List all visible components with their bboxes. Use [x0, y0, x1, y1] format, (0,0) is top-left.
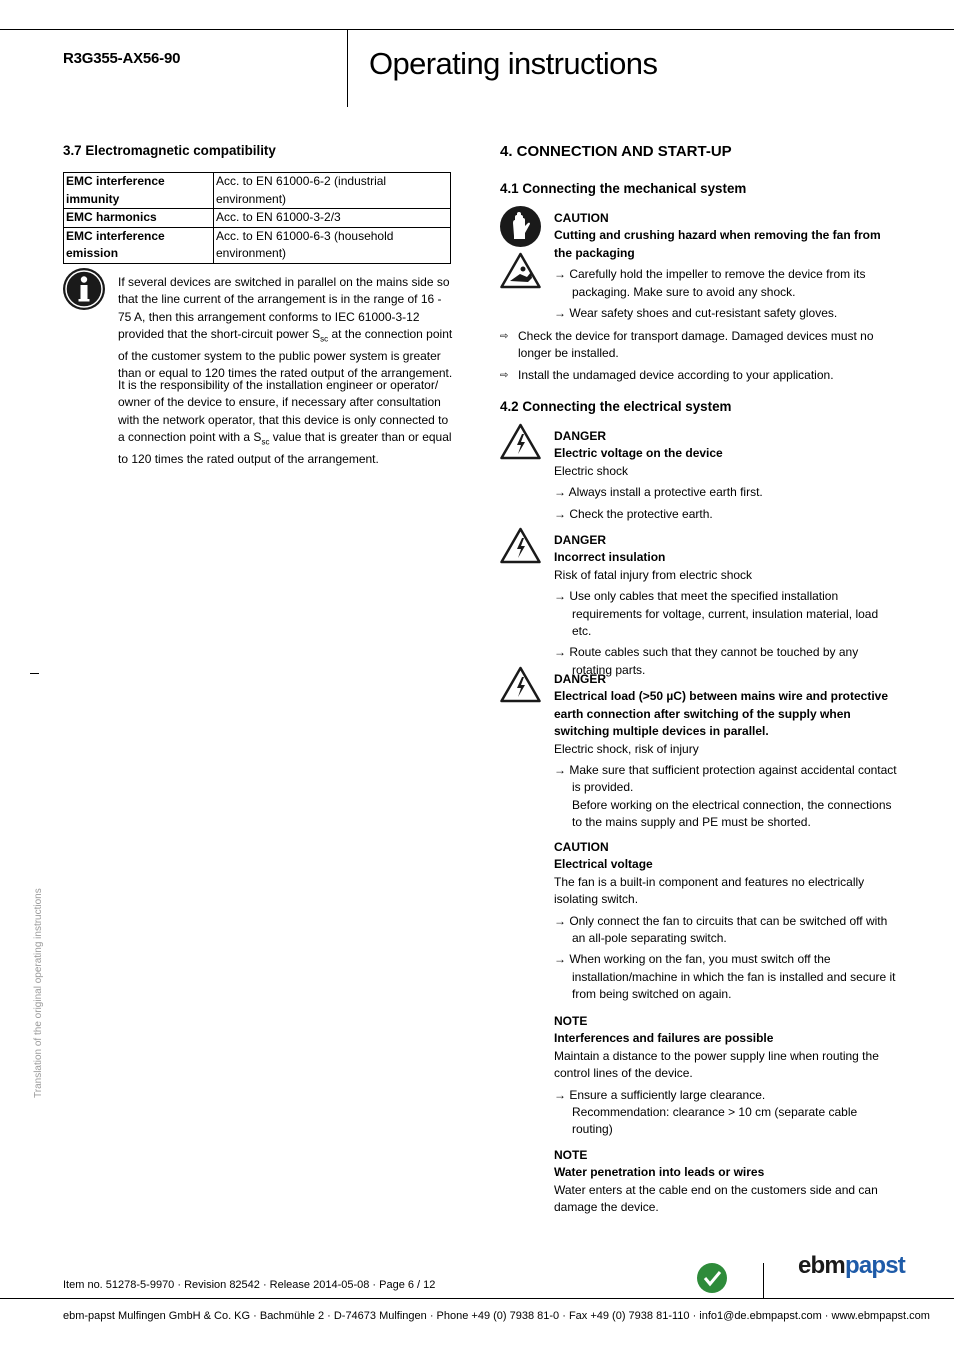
danger-title: Electric voltage on the device — [554, 446, 723, 461]
logo-part: papst — [844, 1252, 905, 1279]
danger-block-2 — [554, 532, 899, 679]
table-value: Acc. to EN 61000-6-3 (household environment) — [214, 227, 451, 263]
list-item — [500, 328, 900, 363]
caution-step: → Carefully hold the impeller to remove the device from its packaging. Make sure to avoid any shock. — [554, 267, 866, 299]
danger-title: Electrical load (>50 µC) between mains wire and protective earth connection after switching of the supply when switching multiple devices in parallel. — [554, 689, 889, 739]
danger-text: Electric shock — [554, 463, 629, 478]
model-number: R3G355-AX56-90 — [63, 50, 181, 67]
footer-rule — [0, 1298, 954, 1299]
danger-title: Incorrect insulation — [554, 550, 666, 565]
danger-label: DANGER — [554, 429, 607, 443]
caution-title: Electrical voltage — [554, 857, 653, 872]
info-subscript: sc — [261, 437, 270, 447]
bullet-marker: ⇨ — [500, 331, 509, 342]
info-text: value that is greater than or equal to 120 times the rated output of the arrangement. — [118, 430, 452, 467]
info-text: If several devices are switched in parallel on the mains side so that the line current of the arrangement is in the range of 16 - 75 A, then this arrangement conforms to IEC 61000-3-12 provided that the short-circuit power S — [118, 275, 450, 342]
footer-divider — [763, 1263, 764, 1299]
margin-mark — [30, 673, 39, 674]
caution-step: → Wear safety shoes and cut-resistant safety gloves. — [554, 306, 838, 321]
note-text: Maintain a distance to the power supply line when routing the control lines of the device. — [554, 1048, 879, 1081]
note-label: NOTE — [554, 1014, 588, 1028]
logo-part: ebm — [798, 1252, 845, 1279]
table-key: EMC harmonics — [64, 209, 214, 228]
info-paragraph-2 — [118, 377, 456, 468]
caution-step: → Only connect the fan to circuits that can be switched off with an all-pole separating switch. — [554, 913, 888, 946]
note-block-1 — [554, 1013, 899, 1139]
elec-heading: 4.2 Connecting the electrical system — [500, 399, 732, 414]
caution-title: Cutting and crushing hazard when removing the fan from the packaging — [554, 228, 881, 260]
emc-heading: 3.7 Electromagnetic compatibility — [63, 143, 276, 158]
item-info: Item no. 51278-5-9970 · Revision 82542 · Release 2014-05-08 · Page 6 / 12 — [63, 1279, 436, 1291]
connection-heading: 4. CONNECTION AND START-UP — [500, 143, 732, 160]
list-item — [500, 367, 900, 384]
note-block-2 — [554, 1147, 899, 1217]
note-title: Interferences and failures are possible — [554, 1031, 774, 1046]
table-key: EMC interference immunity — [64, 173, 214, 209]
caution-step: → When working on the fan, you must switch off the installation/machine in which the fan is installed and secure it from being switched on again. — [554, 952, 896, 1002]
info-paragraph-1 — [118, 274, 456, 383]
table-row — [64, 227, 451, 263]
bullet-list — [500, 328, 900, 384]
emc-table — [63, 172, 451, 264]
table-row — [64, 209, 451, 228]
caution-label: CAUTION — [554, 211, 609, 225]
header-divider — [347, 29, 348, 107]
bullet-text: Check the device for transport damage. Damaged devices must no longer be installed. — [518, 329, 874, 361]
crush-hazard-icon — [500, 252, 541, 294]
header-rule — [0, 29, 954, 30]
company-info: ebm-papst Mulfingen GmbH & Co. KG · Bachmühle 2 · D-74673 Mulfingen · Phone +49 (0) 7938 81-0 · Fax +49 (0) 7938 81-110 · info1@de.ebmpapst.com · www.ebmpapst.com — [63, 1310, 930, 1322]
danger-step: → Always install a protective earth first. — [554, 485, 763, 500]
info-text: at the connection point of the customer system to the public power system is greater than or equal to 120 times the rated output of the arrangement. — [118, 327, 453, 381]
table-value: Acc. to EN 61000-6-2 (industrial environment) — [214, 173, 451, 209]
danger-block-3 — [554, 671, 899, 832]
gloves-icon — [500, 206, 541, 252]
caution-text: The fan is a built-in component and features no electrically isolating switch. — [554, 874, 865, 907]
danger-step-detail: Before working on the electrical connection, the connections to the mains supply and PE must be shorted. — [572, 797, 892, 830]
danger-step: → Make sure that sufficient protection against accidental contact is provided. — [554, 763, 897, 795]
page-title: Operating instructions — [369, 46, 658, 81]
bullet-marker: ⇨ — [500, 369, 509, 381]
table-value: Acc. to EN 61000-3-2/3 — [214, 209, 451, 228]
side-caption: Translation of the original operating instructions — [33, 888, 44, 1098]
bullet-text: Install the undamaged device according to your application. — [518, 367, 834, 382]
info-text: It is the responsibility of the installation engineer or operator/ owner of the device to ensure, if necessary after consultation with the network operator, that this device is only connected to a connection point with a S — [118, 378, 449, 445]
caution-label: CAUTION — [554, 840, 609, 854]
note-text: Water enters at the cable end on the customers side and can damage the device. — [554, 1182, 878, 1215]
caution-block-1 — [554, 210, 899, 322]
caution-block-2 — [554, 839, 899, 1004]
danger-label: DANGER — [554, 672, 607, 686]
danger-step: → Check the protective earth. — [554, 506, 713, 521]
note-step: → Ensure a sufficiently large clearance. — [554, 1087, 766, 1102]
electric-hazard-icon — [500, 527, 541, 564]
electric-hazard-icon — [500, 423, 541, 460]
green-tech-logo — [697, 1263, 727, 1298]
mech-heading: 4.1 Connecting the mechanical system — [500, 181, 747, 196]
danger-block-1 — [554, 428, 899, 523]
danger-step: → Route cables such that they cannot be touched by any rotating parts. — [554, 645, 859, 677]
danger-step: → Use only cables that meet the specified installation requirements for voltage, current, insulation material, load etc. — [554, 589, 879, 639]
danger-label: DANGER — [554, 533, 607, 547]
note-step-detail: Recommendation: clearance > 10 cm (separate cable routing) — [572, 1105, 858, 1137]
danger-text: Electric shock, risk of injury — [554, 741, 699, 756]
ebmpapst-logo — [798, 1252, 905, 1279]
danger-text: Risk of fatal injury from electric shock — [554, 567, 753, 582]
note-title: Water penetration into leads or wires — [554, 1165, 765, 1180]
electric-hazard-icon — [500, 666, 541, 703]
table-key: EMC interference emission — [64, 227, 214, 263]
table-row — [64, 173, 451, 209]
info-icon — [63, 268, 105, 315]
info-subscript: sc — [320, 334, 329, 344]
note-label: NOTE — [554, 1148, 588, 1162]
